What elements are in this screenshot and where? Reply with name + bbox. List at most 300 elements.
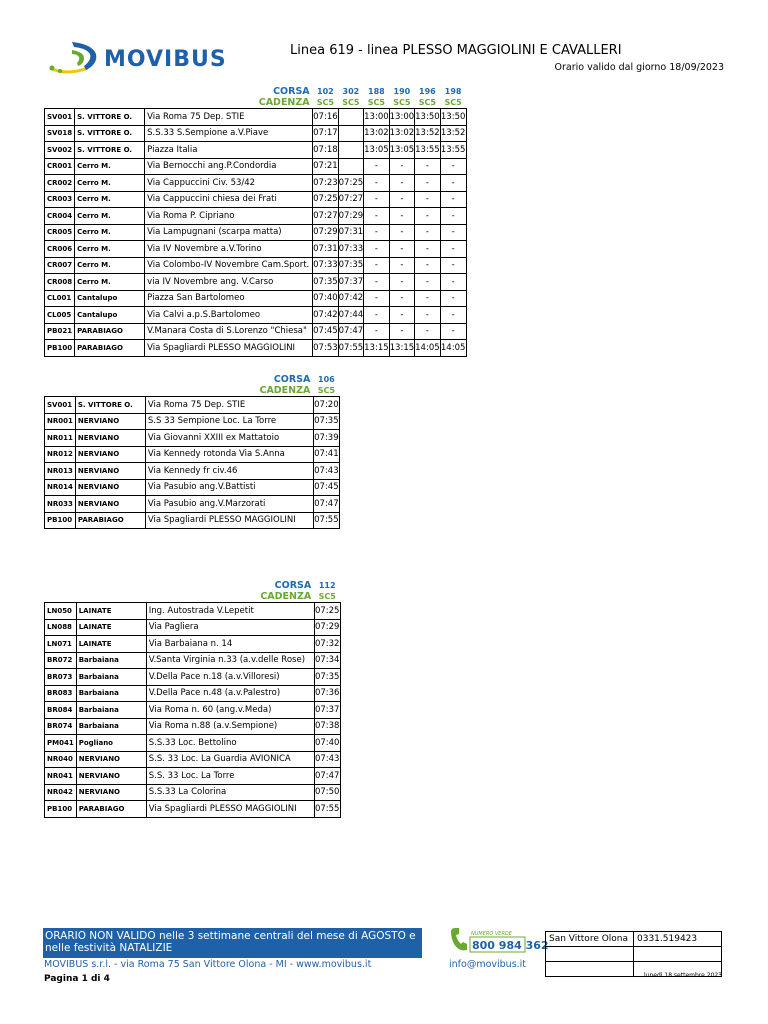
stop-name: Via Kennedy rotonda Via S.Anna <box>145 446 313 463</box>
stop-name: Piazza San Bartolomeo <box>145 290 313 307</box>
departure-time <box>338 109 364 126</box>
departure-time: 07:44 <box>338 307 364 324</box>
departure-time: 07:55 <box>314 801 340 818</box>
stop-code: NR042 <box>45 784 77 801</box>
town-name: LAINATE <box>76 619 146 636</box>
stop-code: SV001 <box>45 109 75 126</box>
departure-time: 07:16 <box>313 109 339 126</box>
town-name: S. VITTORE O. <box>75 142 145 159</box>
table-row <box>45 479 340 496</box>
departure-time: - <box>364 224 390 241</box>
town-name: Barbaiana <box>76 652 146 669</box>
cadenza-code: SC5 <box>342 98 360 107</box>
corsa-label: CORSA <box>274 580 312 591</box>
table-row <box>45 784 341 801</box>
departure-time: 07:25 <box>313 191 339 208</box>
departure-time: 07:40 <box>313 290 339 307</box>
table-row <box>45 397 340 414</box>
stop-code: NR001 <box>45 413 76 430</box>
departure-time: - <box>389 158 415 175</box>
departure-time: 13:55 <box>440 142 466 159</box>
departure-time: - <box>364 241 390 258</box>
stop-code: BR083 <box>45 685 77 702</box>
svg-text:NUMERO VERDE: NUMERO VERDE <box>471 931 512 937</box>
departure-time: - <box>440 158 466 175</box>
town-name: Cerro M. <box>75 224 145 241</box>
stop-code: BR072 <box>45 652 77 669</box>
stop-name: S.S.33 Loc. Bettolino <box>146 735 314 752</box>
departure-time: - <box>440 323 466 340</box>
cadenza-code: SC5 <box>318 592 336 601</box>
stop-name: S.S. 33 Loc. La Guardia AVIONICA <box>146 751 314 768</box>
departure-time: - <box>364 290 390 307</box>
stop-name: Piazza Italia <box>145 142 313 159</box>
corsa-number: 112 <box>318 581 336 590</box>
header-row-cadenza <box>45 97 467 109</box>
stop-code: PB100 <box>45 801 77 818</box>
departure-time: - <box>389 290 415 307</box>
table-row <box>45 208 467 225</box>
departure-time: 07:33 <box>338 241 364 258</box>
departure-time: 07:41 <box>313 446 339 463</box>
table-row <box>45 224 467 241</box>
departure-time: 07:38 <box>314 718 340 735</box>
corsa-number: 188 <box>368 87 385 96</box>
svg-text:800 984 362: 800 984 362 <box>472 939 549 952</box>
departure-time: - <box>415 175 441 192</box>
stop-name: Via Spagliardi PLESSO MAGGIOLINI <box>145 340 313 357</box>
departure-time: - <box>415 158 441 175</box>
town-name: Barbaiana <box>76 718 146 735</box>
departure-time: 14:05 <box>440 340 466 357</box>
departure-time: 07:37 <box>338 274 364 291</box>
departure-time: - <box>415 290 441 307</box>
table-row <box>45 685 341 702</box>
stop-code: CR004 <box>45 208 75 225</box>
departure-time: 13:02 <box>364 125 390 142</box>
departure-time: - <box>415 241 441 258</box>
table-row <box>45 241 467 258</box>
stop-name: Via Kennedy fr civ.46 <box>145 463 313 480</box>
departure-time: 07:25 <box>314 603 340 620</box>
stop-code: CR008 <box>45 274 75 291</box>
stop-name: Via Spagliardi PLESSO MAGGIOLINI <box>146 801 314 818</box>
town-name: LAINATE <box>76 603 146 620</box>
stop-code: NR013 <box>45 463 76 480</box>
stop-code: PB100 <box>45 340 75 357</box>
table-row <box>45 496 340 513</box>
town-name: Cerro M. <box>75 208 145 225</box>
departure-time: 07:50 <box>314 784 340 801</box>
departure-time: - <box>364 323 390 340</box>
table-row <box>45 751 341 768</box>
stop-name: Via Roma n.88 (a.v.Sempione) <box>146 718 314 735</box>
stop-code: NR040 <box>45 751 77 768</box>
stop-name: Via Colombo-IV Novembre Cam.Sport. <box>145 257 313 274</box>
departure-time: 07:27 <box>313 208 339 225</box>
departure-time: 07:29 <box>313 224 339 241</box>
departure-time: 07:34 <box>314 652 340 669</box>
contact-empty-cell <box>546 947 634 962</box>
stop-name: Via Bernocchi ang.P.Condordia <box>145 158 313 175</box>
table-row <box>45 323 467 340</box>
departure-time: - <box>364 175 390 192</box>
town-name: PARABIAGO <box>75 323 145 340</box>
corsa-number: 302 <box>342 87 360 96</box>
movibus-logo <box>44 38 280 78</box>
town-name: PARABIAGO <box>75 340 145 357</box>
stop-name: Via Barbaiana n. 14 <box>146 636 314 653</box>
stop-name: Via Roma n. 60 (ang.v.Meda) <box>146 702 314 719</box>
table-row <box>45 718 341 735</box>
page-number: Pagina 1 di 4 <box>44 974 110 984</box>
departure-time: - <box>389 257 415 274</box>
departure-time: 07:31 <box>338 224 364 241</box>
stop-name: S.S. 33 Loc. La Torre <box>146 768 314 785</box>
town-name: Cerro M. <box>75 241 145 258</box>
contact-table <box>545 931 722 977</box>
header-row-cadenza <box>45 385 340 397</box>
company-address: MOVIBUS s.r.l. - via Roma 75 San Vittore Olona - MI - www.movibus.it <box>44 959 372 970</box>
departure-time: 07:35 <box>313 274 339 291</box>
town-name: NERVIANO <box>75 413 145 430</box>
departure-time: - <box>389 175 415 192</box>
departure-time <box>338 125 364 142</box>
departure-time: 07:47 <box>314 768 340 785</box>
svg-text:MOVIBUS: MOVIBUS <box>104 47 227 72</box>
table-row <box>45 735 341 752</box>
print-date: lunedì 18 settembre 2023 <box>644 972 722 979</box>
stop-name: Via IV Novembre a.V.Torino <box>145 241 313 258</box>
stop-name: Via Roma 75 Dep. STIE <box>145 397 313 414</box>
stop-name: via IV Novembre ang. V.Carso <box>145 274 313 291</box>
departure-time: - <box>440 224 466 241</box>
departure-time: 07:17 <box>313 125 339 142</box>
cadenza-code: SC5 <box>393 98 411 107</box>
table-row <box>45 191 467 208</box>
header-row-corsa <box>45 86 467 97</box>
departure-time: 13:05 <box>364 142 390 159</box>
corsa-label: CORSA <box>273 86 310 97</box>
departure-time: 13:00 <box>364 109 390 126</box>
departure-time: - <box>389 224 415 241</box>
departure-time: 07:33 <box>313 257 339 274</box>
departure-time: 07:20 <box>313 397 339 414</box>
town-name: LAINATE <box>76 636 146 653</box>
stop-name: Via Roma 75 Dep. STIE <box>145 109 313 126</box>
stop-code: CR001 <box>45 158 75 175</box>
table-row <box>45 768 341 785</box>
corsa-label: CORSA <box>273 374 311 385</box>
line-title: Linea 619 - linea PLESSO MAGGIOLINI E CAVALLERI <box>290 43 622 58</box>
email-link[interactable]: info@movibus.it <box>449 959 527 970</box>
stop-code: PB021 <box>45 323 75 340</box>
stop-name: Via Pagliera <box>146 619 314 636</box>
header-row-corsa <box>45 374 340 385</box>
cadenza-code: SC5 <box>444 98 462 107</box>
departure-time: 07:53 <box>313 340 339 357</box>
contact-empty-cell <box>546 962 634 977</box>
table-row <box>45 125 467 142</box>
stop-code: CR003 <box>45 191 75 208</box>
stop-code: CL005 <box>45 307 75 324</box>
stop-name: Via Giovanni XXIII ex Mattatoio <box>145 430 313 447</box>
departure-time: 07:35 <box>313 413 339 430</box>
stop-code: PB100 <box>45 512 76 529</box>
departure-time: 07:40 <box>314 735 340 752</box>
departure-time: 07:27 <box>338 191 364 208</box>
departure-time: - <box>415 208 441 225</box>
stop-name: Via Lampugnani (scarpa matta) <box>145 224 313 241</box>
town-name: PARABIAGO <box>76 801 146 818</box>
contact-phone[interactable]: 0331.519423 <box>634 932 722 947</box>
departure-time: 07:42 <box>313 307 339 324</box>
contact-place: San Vittore Olona <box>546 932 634 947</box>
stop-name: Via Cappuccini chiesa dei Frati <box>145 191 313 208</box>
departure-time: 07:43 <box>314 751 340 768</box>
table-row <box>45 636 341 653</box>
corsa-number: 106 <box>318 375 335 384</box>
departure-time: 07:45 <box>313 323 339 340</box>
departure-time: 07:43 <box>313 463 339 480</box>
valid-from-date: Orario valido dal giorno 18/09/2023 <box>554 62 724 73</box>
header-row-corsa <box>45 580 341 591</box>
town-name: Barbaiana <box>76 669 146 686</box>
departure-time: 13:15 <box>364 340 390 357</box>
town-name: NERVIANO <box>76 751 146 768</box>
departure-time: - <box>440 290 466 307</box>
table-row <box>45 652 341 669</box>
departure-time: - <box>440 191 466 208</box>
departure-time: 13:52 <box>415 125 441 142</box>
departure-time: - <box>415 224 441 241</box>
departure-time: - <box>440 241 466 258</box>
town-name: NERVIANO <box>76 768 146 785</box>
timetable-3 <box>44 580 341 818</box>
departure-time: 07:29 <box>338 208 364 225</box>
stop-code: NR014 <box>45 479 76 496</box>
town-name: NERVIANO <box>75 479 145 496</box>
stop-name: S.S.33 La Colorina <box>146 784 314 801</box>
table-row <box>45 801 341 818</box>
stop-name: Via Cappuccini Civ. 53/42 <box>145 175 313 192</box>
departure-time: 13:55 <box>415 142 441 159</box>
departure-time: 07:45 <box>313 479 339 496</box>
departure-time <box>338 158 364 175</box>
departure-time: 07:55 <box>338 340 364 357</box>
table-row <box>45 669 341 686</box>
table-row <box>45 340 467 357</box>
town-name: Barbaiana <box>76 702 146 719</box>
departure-time: 13:50 <box>440 109 466 126</box>
table-row <box>45 142 467 159</box>
departure-time: - <box>415 191 441 208</box>
stop-code: NR033 <box>45 496 76 513</box>
town-name: Cerro M. <box>75 191 145 208</box>
town-name: Pogliano <box>76 735 146 752</box>
stop-name: Via Spagliardi PLESSO MAGGIOLINI <box>145 512 313 529</box>
departure-time: - <box>440 307 466 324</box>
town-name: NERVIANO <box>75 430 145 447</box>
departure-time: - <box>364 191 390 208</box>
stop-name: Ing. Autostrada V.Lepetit <box>146 603 314 620</box>
town-name: S. VITTORE O. <box>75 125 145 142</box>
stop-name: Via Pasubio ang.V.Battisti <box>145 479 313 496</box>
departure-time: - <box>364 158 390 175</box>
departure-time <box>338 142 364 159</box>
contact-empty-cell <box>634 962 722 977</box>
departure-time: - <box>415 274 441 291</box>
stop-code: LN050 <box>45 603 77 620</box>
departure-time: - <box>415 307 441 324</box>
table-row <box>45 413 340 430</box>
table-row <box>45 158 467 175</box>
departure-time: - <box>364 307 390 324</box>
town-name: NERVIANO <box>75 446 145 463</box>
town-name: Cerro M. <box>75 175 145 192</box>
stop-name: Via Pasubio ang.V.Marzorati <box>145 496 313 513</box>
departure-time: - <box>440 175 466 192</box>
stop-code: BR073 <box>45 669 77 686</box>
town-name: Cantalupo <box>75 290 145 307</box>
table-row <box>45 463 340 480</box>
town-name: Barbaiana <box>76 685 146 702</box>
stop-code: CR006 <box>45 241 75 258</box>
departure-time: 07:47 <box>313 496 339 513</box>
stop-code: LN071 <box>45 636 77 653</box>
departure-time: - <box>389 208 415 225</box>
stop-code: NR012 <box>45 446 76 463</box>
departure-time: - <box>389 307 415 324</box>
table-row <box>45 619 341 636</box>
town-name: NERVIANO <box>75 496 145 513</box>
departure-time: - <box>389 241 415 258</box>
departure-time: 07:29 <box>314 619 340 636</box>
cadenza-code: SC5 <box>316 98 334 107</box>
stop-code: LN088 <box>45 619 77 636</box>
departure-time: 07:31 <box>313 241 339 258</box>
departure-time: 07:42 <box>338 290 364 307</box>
table-row <box>45 307 467 324</box>
validity-notice: ORARIO NON VALIDO nelle 3 settimane centrali del mese di AGOSTO e nelle festività NATALIZIE <box>43 928 422 958</box>
stop-code: CR005 <box>45 224 75 241</box>
timetable-2 <box>44 374 340 529</box>
town-name: Cantalupo <box>75 307 145 324</box>
departure-time: 07:47 <box>338 323 364 340</box>
departure-time: - <box>440 257 466 274</box>
town-name: S. VITTORE O. <box>75 397 145 414</box>
departure-time: 07:36 <box>314 685 340 702</box>
stop-name: Via Roma P. Cipriano <box>145 208 313 225</box>
departure-time: - <box>415 323 441 340</box>
departure-time: - <box>440 208 466 225</box>
stop-code: SV018 <box>45 125 75 142</box>
cadenza-label: CADENZA <box>260 591 312 602</box>
stop-code: BR084 <box>45 702 77 719</box>
departure-time: 13:15 <box>389 340 415 357</box>
departure-time: - <box>364 274 390 291</box>
departure-time: 07:32 <box>314 636 340 653</box>
header-row-cadenza <box>45 591 341 603</box>
departure-time: - <box>389 274 415 291</box>
departure-time: - <box>364 208 390 225</box>
cadenza-code: SC5 <box>367 98 385 107</box>
stop-name: V.Manara Costa di S.Lorenzo "Chiesa" <box>145 323 313 340</box>
stop-code: PM041 <box>45 735 77 752</box>
table-row <box>45 290 467 307</box>
table-row <box>45 430 340 447</box>
departure-time: 07:39 <box>313 430 339 447</box>
stop-name: Via Calvi a.p.S.Bartolomeo <box>145 307 313 324</box>
stop-code: BR074 <box>45 718 77 735</box>
departure-time: - <box>389 323 415 340</box>
cadenza-label: CADENZA <box>258 97 310 108</box>
departure-time: - <box>440 274 466 291</box>
table-row <box>45 512 340 529</box>
stop-code: CR002 <box>45 175 75 192</box>
corsa-number: 196 <box>419 87 436 96</box>
timetable-1 <box>44 86 467 357</box>
departure-time: 13:50 <box>415 109 441 126</box>
town-name: NERVIANO <box>76 784 146 801</box>
cadenza-code: SC5 <box>418 98 436 107</box>
table-row <box>45 175 467 192</box>
contact-empty-cell <box>634 947 722 962</box>
stop-name: S.S 33 Sempione Loc. La Torre <box>145 413 313 430</box>
table-row <box>45 274 467 291</box>
stop-name: V.Della Pace n.18 (a.v.Villoresi) <box>146 669 314 686</box>
stop-name: S.S.33 S.Sempione a.V.Piave <box>145 125 313 142</box>
town-name: Cerro M. <box>75 158 145 175</box>
stop-code: CR007 <box>45 257 75 274</box>
departure-time: 13:00 <box>389 109 415 126</box>
stop-code: NR011 <box>45 430 76 447</box>
town-name: PARABIAGO <box>75 512 145 529</box>
table-row <box>45 109 467 126</box>
departure-time: 07:35 <box>338 257 364 274</box>
stop-code: CL001 <box>45 290 75 307</box>
green-number-badge[interactable] <box>449 926 549 954</box>
cadenza-label: CADENZA <box>259 385 311 396</box>
departure-time: 07:25 <box>338 175 364 192</box>
town-name: NERVIANO <box>75 463 145 480</box>
town-name: S. VITTORE O. <box>75 109 145 126</box>
departure-time: - <box>415 257 441 274</box>
departure-time: - <box>389 191 415 208</box>
stop-name: V.Santa Virginia n.33 (a.v.delle Rose) <box>146 652 314 669</box>
departure-time: 13:52 <box>440 125 466 142</box>
table-row <box>45 702 341 719</box>
departure-time: 07:37 <box>314 702 340 719</box>
departure-time: - <box>364 257 390 274</box>
departure-time: 13:05 <box>389 142 415 159</box>
stop-name: V.Della Pace n.48 (a.v.Palestro) <box>146 685 314 702</box>
corsa-number: 102 <box>317 87 334 96</box>
departure-time: 07:21 <box>313 158 339 175</box>
departure-time: 07:18 <box>313 142 339 159</box>
departure-time: 13:02 <box>389 125 415 142</box>
town-name: Cerro M. <box>75 274 145 291</box>
town-name: Cerro M. <box>75 257 145 274</box>
corsa-number: 198 <box>444 87 462 96</box>
corsa-number: 190 <box>393 87 411 96</box>
departure-time: 07:55 <box>313 512 339 529</box>
cadenza-code: SC5 <box>317 386 335 395</box>
stop-code: SV002 <box>45 142 75 159</box>
departure-time: 07:23 <box>313 175 339 192</box>
departure-time: 07:35 <box>314 669 340 686</box>
departure-time: 14:05 <box>415 340 441 357</box>
